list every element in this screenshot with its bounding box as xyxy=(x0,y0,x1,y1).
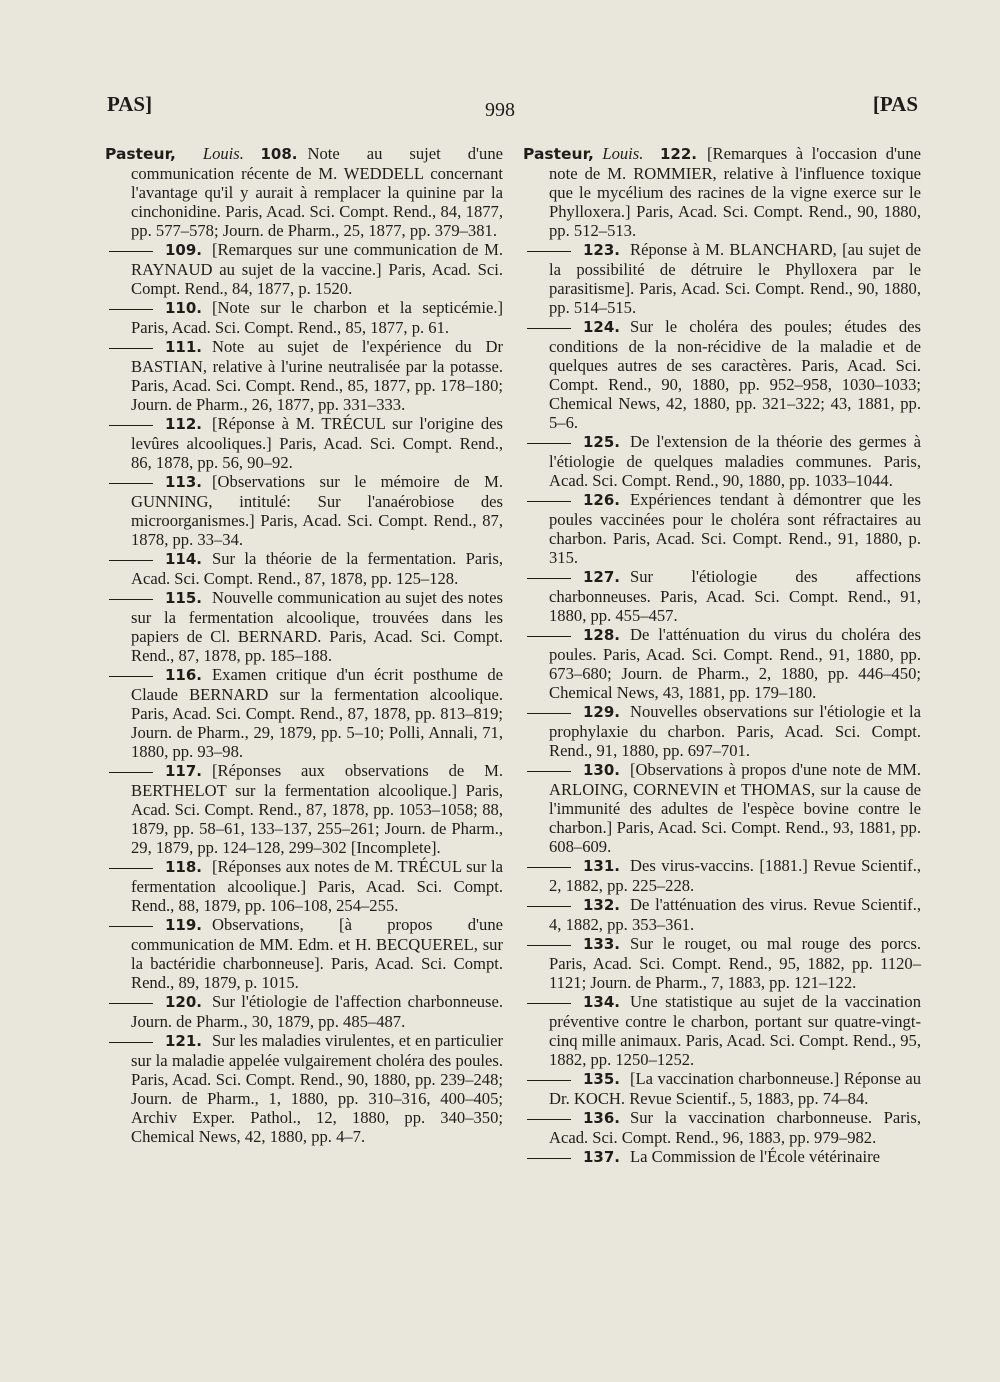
entry-number: 122. xyxy=(660,145,698,163)
entry-number: 133. xyxy=(583,935,621,953)
entry-number: 109. xyxy=(165,241,203,259)
bibliography-entry xyxy=(549,1069,921,1108)
entry-text: [Observations à propos d'une note de MM. ARLOING, CORNEVIN et THOMAS, sur la cause de l'immunité des adultes de l'espèce bovine contre le charbon.] Paris, Acad. Sci. Compt. Rend., 93, 1881, pp. 608–609. xyxy=(549,760,921,856)
bibliography-entry xyxy=(131,240,503,298)
entry-number: 113. xyxy=(165,473,203,491)
ditto-dash xyxy=(109,560,153,561)
entry-text: Note au sujet d'une communication récente de M. WEDDELL concernant l'avantage qu'il y aurait à remplacer la quinine par la cinchonidine. Paris, Acad. Sci. Compt. Rend., 84, 1877, pp. 577–578; Journ. de Pharm., 25, 1877, pp. 379–381. xyxy=(131,144,503,240)
author-given-name: Louis. xyxy=(202,144,244,163)
bibliography-entry xyxy=(131,588,503,665)
entry-text: Des virus-vaccins. [1881.] Revue Scientif., 2, 1882, pp. 225–228. xyxy=(549,856,921,895)
entry-number: 121. xyxy=(165,1032,203,1050)
entry-number: 136. xyxy=(583,1109,621,1127)
entry-number: 130. xyxy=(583,761,621,779)
bibliography-entry xyxy=(105,144,503,240)
entry-number: 110. xyxy=(165,299,203,317)
entry-text: [Note sur le charbon et la septicémie.] Paris, Acad. Sci. Compt. Rend., 85, 1877, p. 61. xyxy=(131,298,503,337)
ditto-dash xyxy=(109,425,153,426)
entry-text: Sur l'étiologie des affections charbonneuses. Paris, Acad. Sci. Compt. Rend., 91, 1880, pp. 455–457. xyxy=(549,567,921,625)
entry-text: Observations, [à propos d'une communication de MM. Edm. et H. BECQUEREL, sur la bactéridie charbonneuse]. Paris, Acad. Sci. Compt. Rend., 89, 1879, p. 1015. xyxy=(131,915,503,992)
bibliography-entry xyxy=(549,934,921,992)
entry-text: Sur la théorie de la fermentation. Paris, Acad. Sci. Compt. Rend., 87, 1878, pp. 125–128. xyxy=(131,549,503,588)
ditto-dash xyxy=(109,676,153,677)
entry-text: Réponse à M. BLANCHARD, [au sujet de la possibilité de détruire le Phylloxera par le parasitisme]. Paris, Acad. Sci. Compt. Rend., 90, 1880, pp. 514–515. xyxy=(549,240,921,317)
entry-text: Sur l'étiologie de l'affection charbonneuse. Journ. de Pharm., 30, 1879, pp. 485–487. xyxy=(131,992,503,1031)
bibliography-entry xyxy=(131,549,503,588)
entry-text: [Remarques sur une communication de M. RAYNAUD au sujet de la vaccine.] Paris, Acad. Sci. Compt. Rend., 84, 1877, p. 1520. xyxy=(131,240,503,298)
bibliography-entry xyxy=(131,992,503,1031)
entry-number: 124. xyxy=(583,318,621,336)
entry-number: 127. xyxy=(583,568,621,586)
bibliography-entry xyxy=(549,432,921,490)
ditto-dash xyxy=(527,251,571,252)
ditto-dash xyxy=(109,1003,153,1004)
ditto-dash xyxy=(527,443,571,444)
entry-text: La Commission de l'École vétérinaire xyxy=(630,1147,880,1166)
entry-text: De l'extension de la théorie des germes à l'étiologie de quelques maladies communes. Paris, Acad. Sci. Compt. Rend., 90, 1880, pp. 1033–1044. xyxy=(549,432,921,490)
ditto-dash xyxy=(527,636,571,637)
right-column xyxy=(523,144,921,1167)
bibliography-entry xyxy=(549,895,921,934)
entry-number: 112. xyxy=(165,415,203,433)
entry-text: [Remarques à l'occasion d'une note de M. ROMMIER, relative à l'influence toxique que le mycélium des racines de la vigne exerce sur le Phylloxera.] Paris, Acad. Sci. Compt. Rend., 90, 1880, pp. 512–513. xyxy=(549,144,921,240)
entry-number: 129. xyxy=(583,703,621,721)
ditto-dash xyxy=(109,348,153,349)
ditto-dash xyxy=(527,501,571,502)
entry-number: 137. xyxy=(583,1148,621,1166)
bibliography-entry xyxy=(549,625,921,702)
entry-number: 115. xyxy=(165,589,203,607)
entry-text: Note au sujet de l'expérience du Dr BASTIAN, relative à l'urine neutralisée par la potasse. Paris, Acad. Sci. Compt. Rend., 85, 1877, pp. 178–180; Journ. de Pharm., 26, 1877, pp. 331–333. xyxy=(131,337,503,414)
entry-number: 117. xyxy=(165,762,203,780)
ditto-dash xyxy=(109,309,153,310)
ditto-dash xyxy=(109,1042,153,1043)
entry-text: [Réponses aux notes de M. TRÉCUL sur la fermentation alcoolique.] Paris, Acad. Sci. Compt. Rend., 88, 1879, pp. 106–108, 254–255. xyxy=(131,857,503,915)
ditto-dash xyxy=(527,1080,571,1081)
bibliography-entry xyxy=(131,1031,503,1146)
ditto-dash xyxy=(109,868,153,869)
entry-number: 111. xyxy=(165,338,203,356)
entry-text: Sur le rouget, ou mal rouge des porcs. Paris, Acad. Sci. Compt. Rend., 95, 1882, pp. 1120–1121; Journ. de Pharm., 7, 1883, pp. 121–122. xyxy=(549,934,921,992)
ditto-dash xyxy=(109,483,153,484)
entry-number: 116. xyxy=(165,666,203,684)
entry-text: Sur la vaccination charbonneuse. Paris, Acad. Sci. Compt. Rend., 96, 1883, pp. 979–982. xyxy=(549,1108,921,1147)
entry-text: Une statistique au sujet de la vaccination préventive contre le charbon, portant sur quatre-vingt-cinq mille animaux. Paris, Acad. Sci. Compt. Rend., 95, 1882, pp. 1250–1252. xyxy=(549,992,921,1069)
entry-text: Expériences tendant à démontrer que les poules vaccinées pour le choléra sont réfractaires au charbon. Paris, Acad. Sci. Compt. Rend., 91, 1880, p. 315. xyxy=(549,490,921,567)
page-number: 998 xyxy=(485,99,515,121)
ditto-dash xyxy=(527,867,571,868)
entry-number: 108. xyxy=(260,145,298,163)
bibliography-entry xyxy=(131,472,503,549)
entry-number: 126. xyxy=(583,491,621,509)
bibliography-entry xyxy=(131,857,503,915)
ditto-dash xyxy=(527,713,571,714)
entry-text: Sur les maladies virulentes, et en particulier sur la maladie appelée vulgairement choléra des poules. Paris, Acad. Sci. Compt. Rend., 90, 1880, pp. 239–248; Journ. de Pharm., 1, 1880, pp. 310–316, 400–405; Archiv Exper. Pathol., 12, 1880, pp. 340–350; Chemical News, 42, 1880, pp. 4–7. xyxy=(131,1031,503,1146)
bibliography-entry xyxy=(549,992,921,1069)
bibliography-entry xyxy=(549,240,921,317)
entry-text: [Observations sur le mémoire de M. GUNNING, intitulé: Sur l'anaérobiose des microorganismes.] Paris, Acad. Sci. Compt. Rend., 87, 1878, pp. 33–34. xyxy=(131,472,503,549)
ditto-dash xyxy=(527,771,571,772)
entry-number: 135. xyxy=(583,1070,621,1088)
entry-text: De l'atténuation du virus du choléra des poules. Paris, Acad. Sci. Compt. Rend., 91, 1880, pp. 673–680; Journ. de Pharm., 2, 1880, pp. 446–450; Chemical News, 43, 1881, pp. 179–180. xyxy=(549,625,921,702)
bibliography-entry xyxy=(131,915,503,992)
entry-number: 118. xyxy=(165,858,203,876)
entry-text: Sur le choléra des poules; études des conditions de la non-récidive de la maladie et de quelques autres de ses caractères. Paris, Acad. Sci. Compt. Rend., 90, 1880, pp. 952–958, 1030–1033; Chemical News, 42, 1880, pp. 321–322; 43, 1881, pp. 5–6. xyxy=(549,317,921,432)
entry-number: 131. xyxy=(583,857,621,875)
bibliography-entry xyxy=(131,337,503,414)
ditto-dash xyxy=(109,599,153,600)
bibliography-entry xyxy=(549,567,921,625)
ditto-dash xyxy=(527,328,571,329)
bibliography-entry xyxy=(549,490,921,567)
bibliography-entry xyxy=(549,856,921,895)
bibliography-entry xyxy=(549,760,921,856)
author-name: Pasteur, xyxy=(523,145,594,163)
bibliography-entry xyxy=(549,1108,921,1147)
entry-number: 114. xyxy=(165,550,203,568)
entry-text: Nouvelle communication au sujet des notes sur la fermentation alcoolique, trouvées dans les papiers de Cl. BERNARD. Paris, Acad. Sci. Compt. Rend., 87, 1878, pp. 185–188. xyxy=(131,588,503,665)
entry-text: [Réponses aux observations de M. BERTHELOT sur la fermentation alcoolique.] Paris, Acad. Sci. Compt. Rend., 87, 1878, pp. 1053–1058; 88, 1879, pp. 58–61, 133–137, 255–261; Journ. de Pharm., 29, 1879, pp. 124–128, 299–302 [Incomplete]. xyxy=(131,761,503,857)
running-head-left: PAS] xyxy=(107,92,153,116)
bibliography-entry xyxy=(549,317,921,432)
bibliography-entry xyxy=(523,144,921,240)
ditto-dash xyxy=(527,1119,571,1120)
ditto-dash xyxy=(109,772,153,773)
bibliography-entry xyxy=(131,665,503,761)
entry-text: Examen critique d'un écrit posthume de Claude BERNARD sur la fermentation alcoolique. Paris, Acad. Sci. Compt. Rend., 87, 1878, pp. 813–819; Journ. de Pharm., 29, 1879, pp. 5–10; Polli, Annali, 71, 1880, pp. 93–98. xyxy=(131,665,503,761)
running-head-right: [PAS xyxy=(872,92,918,116)
ditto-dash xyxy=(109,926,153,927)
bibliography-entry xyxy=(131,298,503,337)
entry-number: 119. xyxy=(165,916,203,934)
bibliography-entry xyxy=(131,761,503,857)
ditto-dash xyxy=(527,945,571,946)
ditto-dash xyxy=(527,1003,571,1004)
entry-text: De l'atténuation des virus. Revue Scientif., 4, 1882, pp. 353–361. xyxy=(549,895,921,934)
entry-number: 132. xyxy=(583,896,621,914)
ditto-dash xyxy=(527,1158,571,1159)
entry-number: 125. xyxy=(583,433,621,451)
ditto-dash xyxy=(527,906,571,907)
bibliography-entry xyxy=(131,414,503,472)
bibliography-entry xyxy=(549,1147,921,1167)
author-name: Pasteur, xyxy=(105,145,176,163)
entry-text: [La vaccination charbonneuse.] Réponse au Dr. KOCH. Revue Scientif., 5, 1883, pp. 74–84. xyxy=(549,1069,921,1108)
entry-number: 134. xyxy=(583,993,621,1011)
entry-text: Nouvelles observations sur l'étiologie et la prophylaxie du charbon. Paris, Acad. Sci. Compt. Rend., 91, 1880, pp. 697–701. xyxy=(549,702,921,760)
ditto-dash xyxy=(527,578,571,579)
entry-number: 120. xyxy=(165,993,203,1011)
entry-number: 123. xyxy=(583,241,621,259)
entry-text: [Réponse à M. TRÉCUL sur l'origine des levûres alcooliques.] Paris, Acad. Sci. Compt. Rend., 86, 1878, pp. 56, 90–92. xyxy=(131,414,503,472)
author-given-name: Louis. xyxy=(602,144,644,163)
bibliography-entry xyxy=(549,702,921,760)
left-column xyxy=(105,144,503,1146)
entry-number: 128. xyxy=(583,626,621,644)
ditto-dash xyxy=(109,251,153,252)
